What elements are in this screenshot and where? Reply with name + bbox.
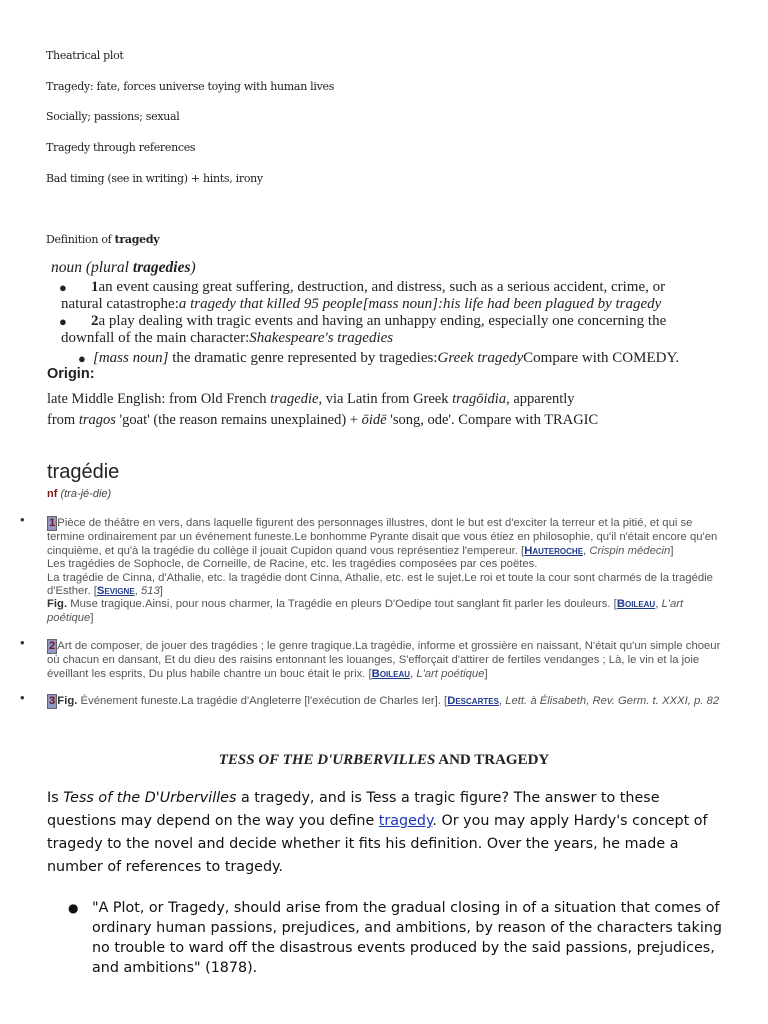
- bullet-icon: ●: [78, 351, 86, 366]
- entry-text: Art de composer, de jouer des tragédies ; le genre tragique.La tragédie, informe et grossière en naissant, N'était qu'un simple choeur où chacun en dansant, Et du dieu des raisins entonnant les louanges, S'efforçait d'attirer de fertiles vendanges ; Là, le vin et la joie éveillant les esprits, Du plus habile chantre un bouc était le prix. [: [47, 640, 721, 680]
- origin-term: tragōidia: [452, 391, 507, 407]
- sense-1: [61, 279, 701, 313]
- entry-text: Muse tragique.Ainsi, pour nous charmer, la Tragédie en pleurs D'Oedipe tout sanglant fit parler les douleurs. [: [67, 598, 617, 611]
- bullet-icon: •: [20, 512, 25, 527]
- origin-text: , apparently: [506, 391, 575, 407]
- origin-term: tragedie: [270, 391, 319, 407]
- sub-sense: [78, 350, 679, 367]
- entry-number: 3: [47, 694, 57, 709]
- section-heading: [0, 752, 768, 769]
- sub-example: Greek tragedy: [437, 350, 524, 366]
- source-link[interactable]: Descartes: [447, 695, 499, 707]
- origin-line: [47, 391, 575, 408]
- origin-text: 'song, ode'. Compare with TRAGIC: [386, 412, 599, 428]
- source-link[interactable]: Boileau: [371, 667, 411, 680]
- origin-text: late Middle English: from Old French: [47, 391, 271, 407]
- origin-line: [47, 412, 598, 429]
- sub-text: the dramatic genre represented by tragedies:: [168, 350, 438, 366]
- novel-title: Tess of the D'Urbervilles: [63, 790, 237, 806]
- tragedy-link[interactable]: tragedy: [378, 813, 433, 829]
- source-ref: L'art poétique: [47, 598, 684, 624]
- french-entry-2: • 2 Art de composer, de jouer des tragédies ; le genre tragique.La tragédie, informe et grossière en naissant, N'était qu'un simple choeur où chacun en dansant, Et du dieu des raisins entonnant les louanges, S'efforçait d'attirer de fertiles vendanges ; Là, le vin et la joie éveillant les esprits, Du plus habile chantre un bouc était le prix. [Boileau, L'art poétique]: [20, 635, 721, 680]
- source-link[interactable]: Hauteroche: [524, 544, 584, 557]
- pronunciation: (tra-jé-die): [57, 488, 112, 500]
- sub-label: [mass noun]: [93, 350, 169, 366]
- entry-text: Les tragédies de Sophocle, de Corneille, de Racine, etc. les tragédies composées par ces poëtes.: [47, 558, 538, 571]
- note-line: Tragedy: fate, forces universe toying with human lives: [46, 80, 335, 93]
- origin-term: tragos: [78, 412, 116, 428]
- note-line: Socially; passions; sexual: [46, 110, 180, 123]
- source-link[interactable]: Boileau: [616, 598, 656, 611]
- entry-text: Pièce de théâtre en vers, dans laquelle figurent des personnages illustres, dont le but est d'exciter la terreur et la pitié, et qui se termine ordinairement par un événement funeste.Le bonhomme Pyrante disait que vous étiez en philosophie, qu'il n'était encore qu'en cinquième, et qu'à la tragédie du collège il jouait Cupidon quand vous représentiez l'empereur. [: [47, 517, 718, 557]
- entry-number: 2: [47, 639, 57, 654]
- sub-compare: Compare with COMEDY.: [523, 350, 680, 366]
- sense-text: an event causing great suffering, destruction, and distress, such as a serious accident, crime, or natural catastrophe:: [61, 279, 666, 312]
- paragraph-text: Is: [47, 790, 64, 806]
- sense-number: 2: [91, 313, 99, 329]
- section-heading-rest: AND TRAGEDY: [435, 752, 550, 768]
- french-entry-1: • 1 Pièce de théâtre en vers, dans laquelle figurent des personnages illustres, dont le but est d'exciter la terreur et la pitié, et qui se termine ordinairement par un événement funeste.Le bonhomme Pyrante disait que vous étiez en philosophie, qu'il n'était encore qu'en cinquième, et qu'à la tragédie du collège il jouait Cupidon quand vous représentiez l'empereur. [Hauteroche, Crispin médecin] Les tragédies de Sophocle, de Corneille, de Racine, etc. les tragédies composées par ces poëtes. La tragédie de Cinna, d'Athalie, etc. la tragédie dont Cinna, Athalie, etc. est le sujet.Le roi et toute la cour sont charmés de la tragédie d'Esther. [Sevigne, 513] Fig. Muse tragique.Ainsi, pour nous charmer, la Tragédie en pleurs D'Oedipe tout sanglant fit parler les douleurs. [Boileau, L'art poétique]: [20, 512, 718, 624]
- fig-label: Fig.: [47, 598, 68, 611]
- sense-number: 1: [91, 279, 99, 295]
- hardy-quote: [68, 898, 732, 978]
- bullet-icon: ●: [59, 314, 67, 329]
- origin-text: 'goat' (the reason remains unexplained) +: [115, 412, 362, 428]
- definition-heading: [46, 233, 159, 246]
- origin-text: from: [47, 412, 79, 428]
- french-headword: tragédie: [47, 461, 120, 483]
- french-pos: [47, 488, 111, 500]
- pos-plural: tragedies: [132, 259, 191, 276]
- french-entry-3: • 3 Fig. Événement funeste.La tragédie d'Angleterre [l'exécution de Charles Ier]. [Descartes, Lett. à Élisabeth, Rev. Germ. t. XXXI, p. 82: [47, 694, 723, 709]
- sense-example: Shakespeare's tragedies: [249, 330, 394, 346]
- note-line: Tragedy through references: [46, 141, 196, 154]
- source-ref: 513: [140, 585, 160, 598]
- tess-paragraph: [47, 787, 727, 879]
- definition-heading-word: tragedy: [114, 233, 160, 246]
- sense-2: [61, 313, 701, 347]
- source-link[interactable]: Sevigne: [96, 585, 135, 598]
- paragraph-text: . Or you may apply Hardy's concept of tragedy to the novel and decide whether it fits his definition. Over the years, he made a number of references to tragedy.: [47, 813, 708, 875]
- definition-heading-prefix: Definition of: [46, 233, 115, 246]
- fig-label: Fig.: [57, 695, 78, 707]
- bullet-icon: ●: [59, 280, 67, 295]
- origin-term: ōidē: [361, 412, 387, 428]
- pos-close: ): [190, 259, 196, 276]
- origin-text: , via Latin from Greek: [318, 391, 453, 407]
- paragraph-text: a tragedy, and is Tess a tragic figure? The answer to these questions may depend on the way you define: [47, 790, 660, 829]
- pos-open: noun (plural: [51, 259, 133, 276]
- entry-text: La tragédie de Cinna, d'Athalie, etc. la tragédie dont Cinna, Athalie, etc. est le sujet.Le roi et toute la cour sont charmés de la tragédie d'Esther. [: [47, 571, 713, 598]
- source-ref: Lett. à Élisabeth, Rev. Germ. t. XXXI, p. 82: [505, 695, 720, 707]
- note-line: Bad timing (see in writing) + hints, irony: [46, 172, 263, 185]
- sense-example: a tragedy that killed 95 people[mass noun]:his life had been plagued by tragedy: [178, 296, 662, 312]
- origin-heading: Origin:: [47, 366, 95, 382]
- part-of-speech: [51, 259, 196, 277]
- entry-number: 1: [47, 516, 57, 531]
- note-line: Theatrical plot: [46, 49, 124, 62]
- source-ref: L'art poétique: [416, 667, 485, 680]
- source-ref: Crispin médecin: [589, 544, 671, 557]
- section-heading-title: TESS OF THE D'URBERVILLES: [218, 752, 436, 768]
- bullet-icon: •: [20, 690, 25, 705]
- quote-text: "A Plot, or Tragedy, should arise from the gradual closing in of a situation that comes of ordinary human passions, prejudices, and ambitions, by reason of the characters taking no trouble to ward off the disastrous events produced by the said passions, prejudices, and ambitions" (1878).: [92, 900, 722, 976]
- pos-tag: nf: [47, 488, 58, 500]
- sense-text: a play dealing with tragic events and having an unhappy ending, especially one concerning the downfall of the main character:: [61, 313, 667, 346]
- entry-text: Événement funeste.La tragédie d'Angleterre [l'exécution de Charles Ier]. [: [77, 695, 448, 707]
- bullet-icon: ●: [68, 901, 79, 915]
- bullet-icon: •: [20, 635, 25, 650]
